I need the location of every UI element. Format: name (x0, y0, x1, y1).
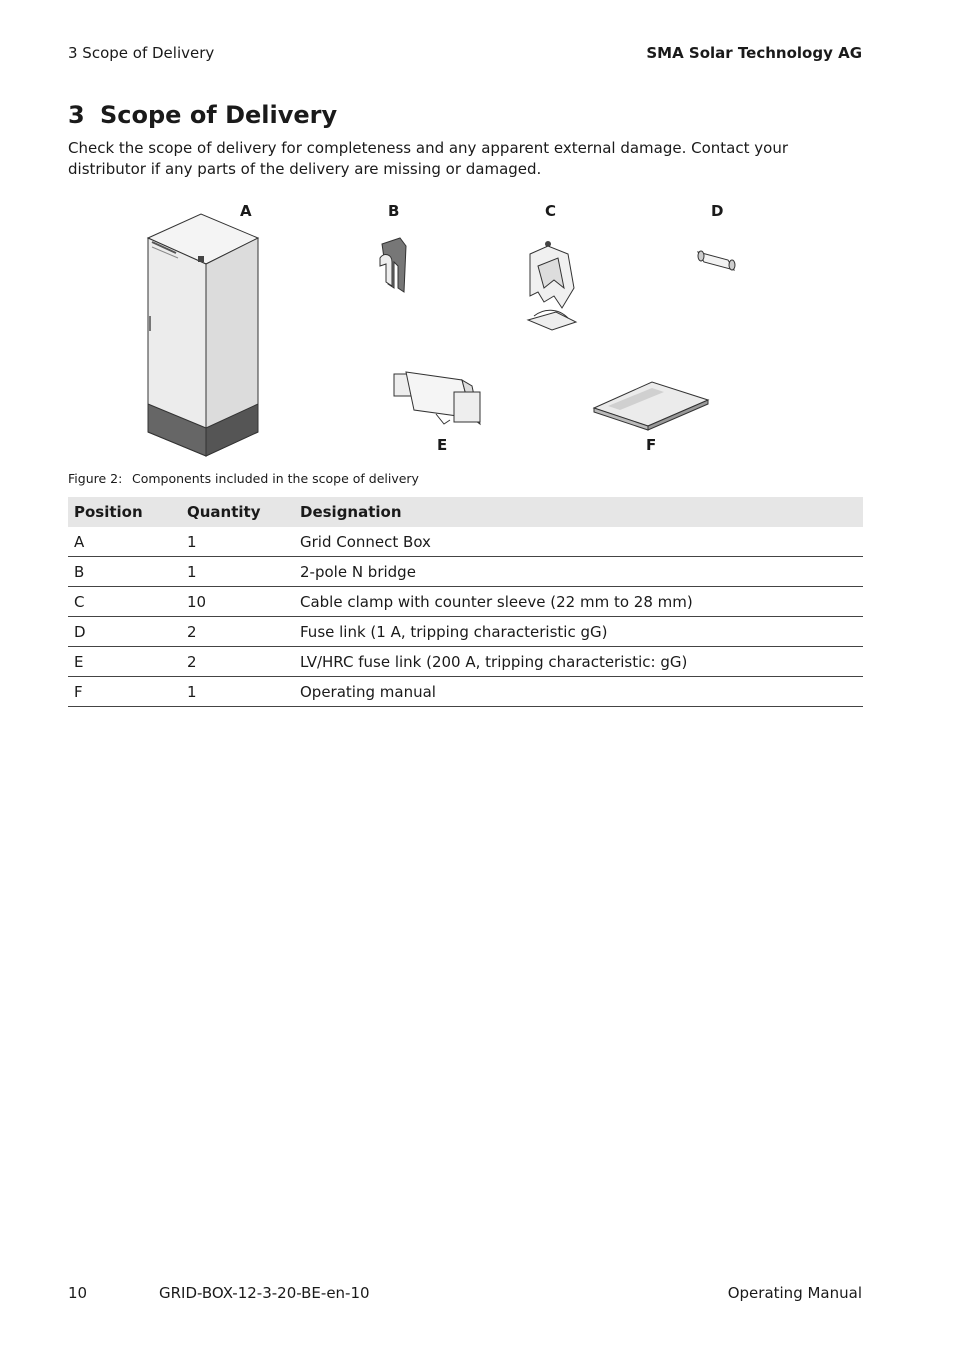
grid-connect-box-illustration (148, 214, 258, 456)
cell-quantity: 2 (181, 647, 294, 677)
components-illustration (68, 196, 863, 466)
figure-label-b: B (388, 202, 400, 220)
n-bridge-illustration (380, 238, 406, 292)
table-row (68, 557, 863, 587)
intro-paragraph: Check the scope of delivery for completeness and any apparent external damage. Contact your distributor if any parts of the delivery are missing or damaged. (68, 139, 788, 178)
table-row (68, 647, 863, 677)
figure-label-d: D (711, 202, 724, 220)
cell-designation: Fuse link (1 A, tripping characteristic gG) (294, 617, 863, 647)
footer-page-number: 10 (68, 1284, 88, 1302)
cell-designation: Cable clamp with counter sleeve (22 mm to 28 mm) (294, 587, 863, 617)
page-title (68, 101, 337, 129)
cell-quantity: 2 (181, 617, 294, 647)
cable-clamp-illustration (528, 241, 576, 330)
caption-text: Components included in the scope of delivery (132, 471, 419, 486)
title-text: Scope of Delivery (100, 101, 338, 129)
figure-label-c: C (545, 202, 557, 220)
cell-quantity: 1 (181, 527, 294, 557)
cell-position: D (68, 617, 181, 647)
scope-figure (68, 196, 863, 466)
table-row (68, 617, 863, 647)
cell-designation: LV/HRC fuse link (200 A, tripping characteristic: gG) (294, 647, 863, 677)
header-designation: Designation (294, 497, 863, 527)
fuse-link-illustration (698, 251, 735, 270)
figure-caption (68, 471, 419, 486)
cell-position: C (68, 587, 181, 617)
figure-label-e: E (437, 436, 448, 454)
cell-position: B (68, 557, 181, 587)
header-section: 3 Scope of Delivery (68, 44, 215, 62)
footer-doc-id: GRID-BOX-12-3-20-BE-en-10 (159, 1284, 370, 1302)
cell-position: E (68, 647, 181, 677)
caption-number: Figure 2: (68, 471, 123, 486)
figure-label-a: A (240, 202, 252, 220)
header-position: Position (68, 497, 181, 527)
footer-doc-type: Operating Manual (727, 1284, 862, 1302)
cell-designation: 2-pole N bridge (294, 557, 863, 587)
table-row (68, 587, 863, 617)
cell-quantity: 10 (181, 587, 294, 617)
cell-designation: Grid Connect Box (294, 527, 863, 557)
cell-position: A (68, 527, 181, 557)
table-row (68, 677, 863, 707)
cell-quantity: 1 (181, 557, 294, 587)
cell-position: F (68, 677, 181, 707)
header-company: SMA Solar Technology AG (646, 44, 862, 62)
cell-designation: Operating manual (294, 677, 863, 707)
operating-manual-illustration (594, 382, 708, 430)
header-quantity: Quantity (181, 497, 294, 527)
title-number: 3 (68, 101, 85, 129)
figure-label-f: F (646, 436, 657, 454)
table-header-row (68, 497, 863, 527)
scope-table (68, 497, 863, 707)
hrc-fuse-link-illustration (394, 372, 480, 424)
cell-quantity: 1 (181, 677, 294, 707)
table-row (68, 527, 863, 557)
